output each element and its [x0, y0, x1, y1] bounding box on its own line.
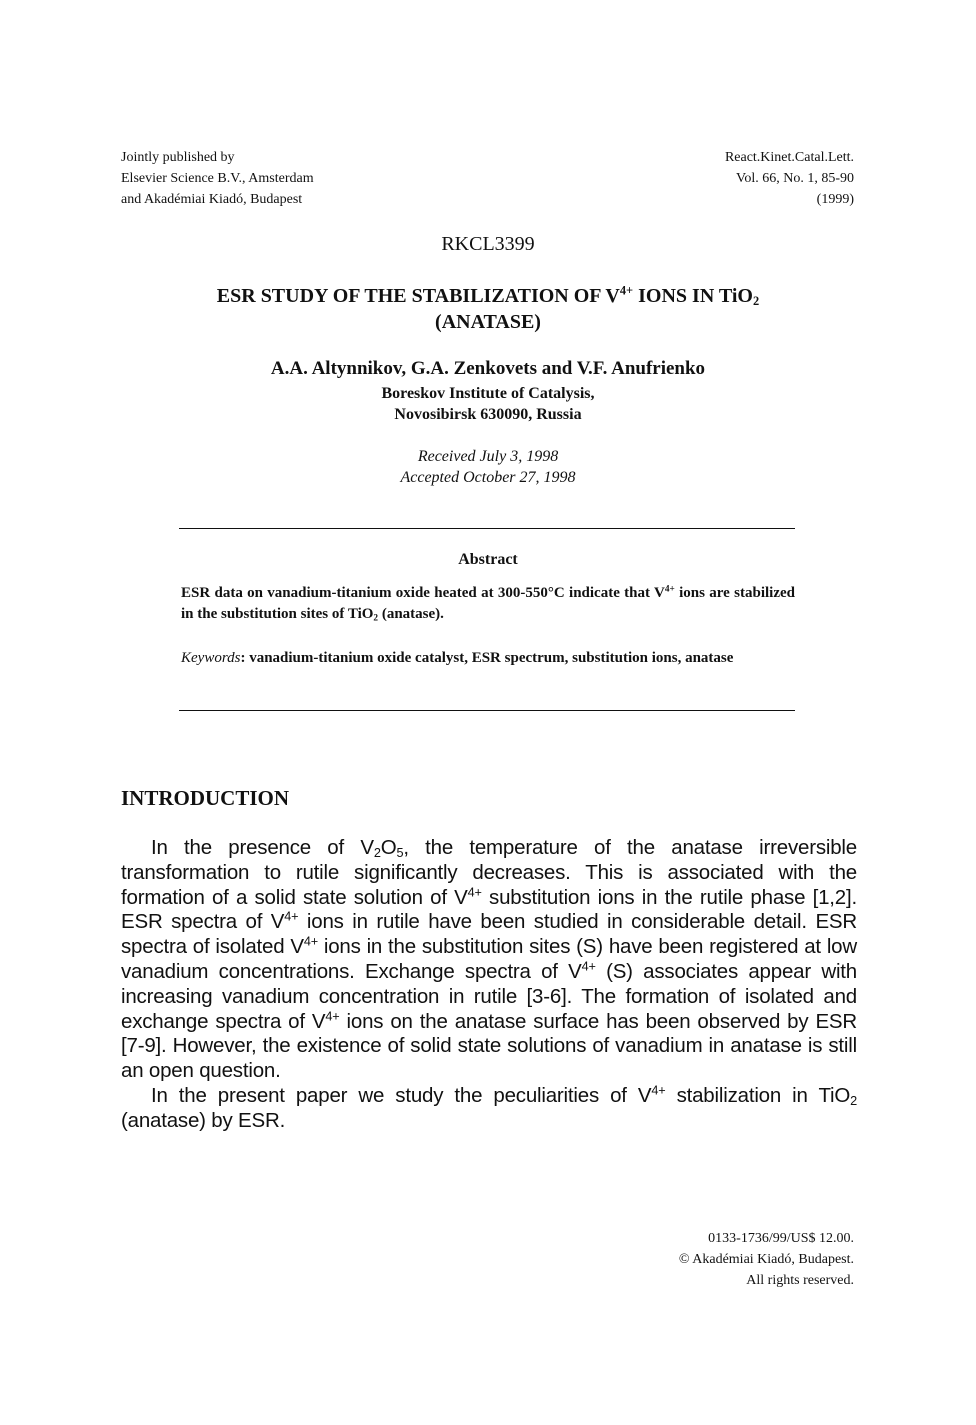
issn-price: 0133-1736/99/US$ 12.00.	[708, 1231, 854, 1246]
intro-paragraph-1: In the presence of $V_2O_5$, the temperature of the anatase irreversible transformation to rutile significantly decreases. This is associated with the formation of a solid state solution of $V^{4+}$ substitution ions in the rutile phase [1,2]. ESR spectra of $V^{4+}$ ions in rutile have been studied in considerable detail. ESR spectra of isolated $V^{4+}$ ions in the substitution sites (S) have been registered at low vanadium concentrations. Exchange spectra of $V^{4+}$ (S) associates appear with increasing vanadium concentration in rutile [3-6]. The formation of isolated and exchange spectra of $V^{4+}$ ions on the anatase surface has been observed by ESR [7-9]. However, the existence of solid state solutions of vanadium in anatase is still an open question.	[121, 836, 858, 1083]
accepted-date: Accepted October 27, 1998	[400, 469, 576, 486]
rights-line: All rights reserved.	[746, 1273, 854, 1288]
section-heading: INTRODUCTION	[121, 786, 290, 810]
journal-year: (1999)	[816, 192, 854, 207]
journal-volume: Vol. 66, No. 1, 85-90	[736, 171, 854, 186]
intro-paragraph-2: In the present paper we study the peculiarities of $V^{4+}$ stabilization in TiO$_2$ (anatase) by ESR.	[121, 1082, 857, 1132]
copyright-line: © Akadémiai Kiadó, Budapest.	[678, 1252, 854, 1267]
abstract-bottom-rule	[179, 710, 795, 711]
journal-name: React.Kinet.Catal.Lett.	[724, 150, 854, 165]
paper-title-line-2: (ANATASE)	[435, 311, 541, 333]
abstract-heading: Abstract	[458, 551, 518, 568]
paper-code: RKCL3399	[441, 233, 535, 255]
publisher-info	[121, 147, 314, 210]
received-date: Received July 3, 1998	[417, 448, 559, 465]
dates	[0, 446, 976, 488]
publisher-line-1: Jointly published by	[121, 150, 235, 165]
keywords-label: Keywords	[181, 650, 241, 666]
abstract-top-rule	[179, 528, 795, 529]
publisher-line-2: Elsevier Science B.V., Amsterdam	[121, 171, 314, 186]
abstract-text: ESR data on vanadium-titanium oxide heated at 300-550°C indicate that $V^{4+}$ ions are stabilized in the substitution sites of TiO$_2$ (anatase).	[181, 584, 795, 624]
publisher-line-3: and Akadémiai Kiadó, Budapest	[121, 192, 303, 207]
affiliation: Boreskov Institute of Catalysis, Novosibirsk 630090, Russia	[381, 385, 595, 423]
copyright-footer	[679, 1228, 854, 1291]
paper-title: ESR STUDY OF THE STABILIZATION OF $V^{4+}$ IONS IN TiO$_2$ (ANATASE)	[0, 283, 976, 335]
keywords: Keywords: vanadium-titanium oxide catalyst, ESR spectrum, substitution ions, anatase	[181, 650, 734, 666]
authors: A.A. Altynnikov, G.A. Zenkovets and V.F. Anufrienko	[270, 358, 706, 379]
journal-citation	[725, 147, 854, 210]
introduction-body	[121, 836, 857, 1134]
